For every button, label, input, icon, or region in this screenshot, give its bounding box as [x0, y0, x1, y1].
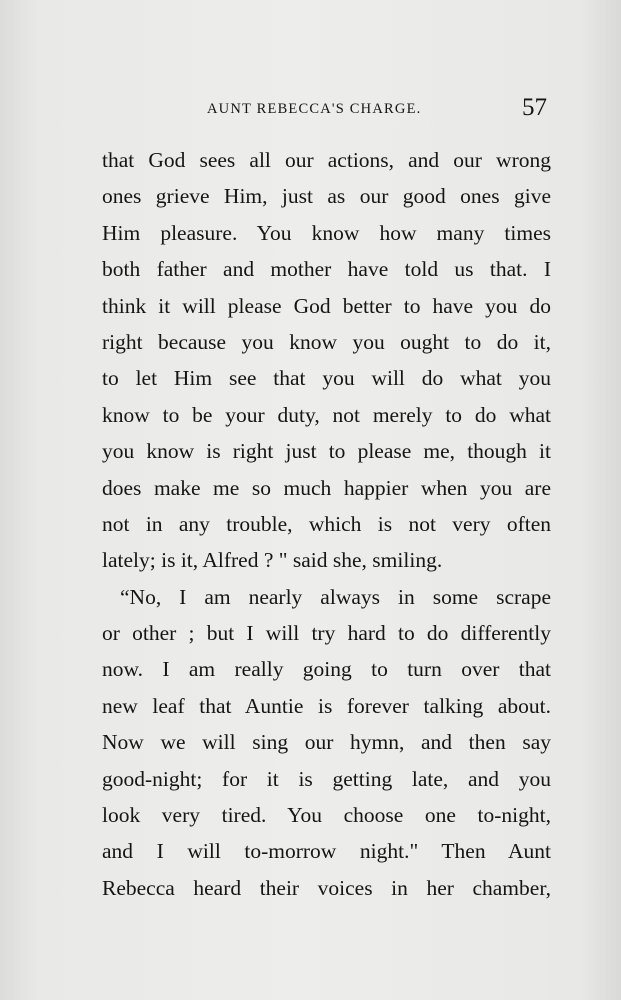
- text-line: good-night; for it is getting late, and you: [102, 766, 551, 791]
- text-line: now. I am really going to turn over that: [102, 657, 551, 682]
- text-line: does make me so much happier when you are: [102, 475, 551, 500]
- body-text: [102, 142, 551, 906]
- text-line: lately; is it, Alfred ? " said she, smiling.: [102, 548, 443, 573]
- text-line: “No, I am nearly always in some scrape: [120, 584, 551, 609]
- text-line: Him pleasure. You know how many times: [102, 220, 551, 245]
- running-title: AUNT REBECCA'S CHARGE.: [207, 101, 422, 117]
- text-line: that God sees all our actions, and our wrong: [102, 148, 551, 172]
- text-line: new leaf that Auntie is forever talking about.: [102, 693, 551, 718]
- text-line: not in any trouble, which is not very often: [102, 511, 551, 536]
- text-line: or other ; but I will try hard to do differently: [102, 621, 551, 646]
- text-line: look very tired. You choose one to-night,: [102, 803, 551, 828]
- text-line: know to be your duty, not merely to do what: [102, 402, 551, 427]
- text-line: and I will to-morrow night." Then Aunt: [102, 839, 551, 864]
- text-line: both father and mother have told us that. I: [102, 257, 551, 282]
- text-line: to let Him see that you will do what you: [102, 366, 551, 391]
- text-line: right because you know you ought to do it,: [102, 329, 551, 354]
- text-line: you know is right just to please me, though it: [102, 439, 551, 464]
- text-line: ones grieve Him, just as our good ones give: [102, 184, 551, 209]
- text-line: think it will please God better to have you do: [102, 293, 551, 318]
- page-number: 57: [522, 94, 547, 121]
- text-line: Rebecca heard their voices in her chamber,: [102, 875, 551, 900]
- text-line: Now we will sing our hymn, and then say: [102, 730, 551, 755]
- running-header: [102, 94, 547, 124]
